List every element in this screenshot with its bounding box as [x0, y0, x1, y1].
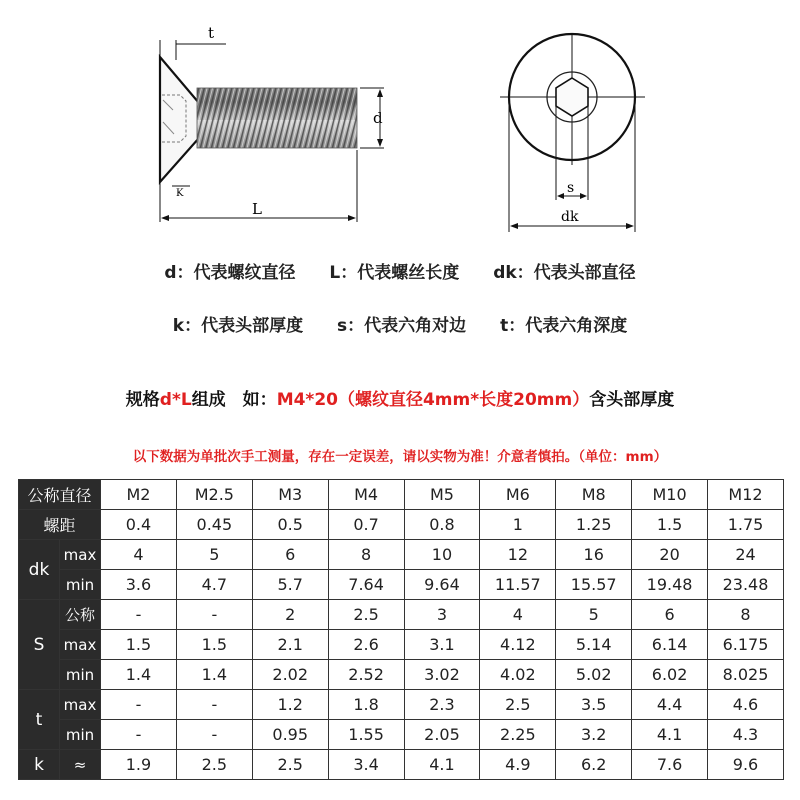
dk-cell: 11.57 [480, 570, 556, 600]
s-sub-label: max [60, 630, 101, 660]
s-cell: 1.4 [176, 660, 252, 690]
k-cell: 4.9 [480, 750, 556, 780]
s-cell: 8.025 [708, 660, 784, 690]
pitch-cell: 0.8 [404, 510, 480, 540]
dk-cell: 6 [252, 540, 328, 570]
spec-suffix: 含头部厚度 [589, 390, 675, 410]
k-cell: 2.5 [252, 750, 328, 780]
spec-dl: d*L [159, 390, 192, 410]
dk-cell: 12 [480, 540, 556, 570]
s-cell: - [101, 600, 177, 630]
legend-d: d：代表螺纹直径 [164, 263, 296, 283]
t-cell: 0.95 [252, 720, 328, 750]
dk-cell: 23.48 [708, 570, 784, 600]
s-cell: 3.1 [404, 630, 480, 660]
pitch-cell: 1 [480, 510, 556, 540]
measurement-note: 以下数据为单批次手工测量，存在一定误差，请以实物为准！介意者慎拍。（单位：mm） [132, 449, 668, 465]
dk-group-label: dk [19, 540, 60, 600]
s-cell: 3.02 [404, 660, 480, 690]
k-row [19, 750, 784, 780]
t-cell: 1.2 [252, 690, 328, 720]
t-cell: 2.5 [480, 690, 556, 720]
t-cell: - [101, 720, 177, 750]
dk-cell: 8 [328, 540, 404, 570]
t-cell: 4.3 [708, 720, 784, 750]
legend-s: s：代表六角对边 [337, 316, 467, 336]
dk-cell: 16 [556, 540, 632, 570]
pitch-cell: 0.5 [252, 510, 328, 540]
size-header: M4 [328, 480, 404, 510]
dk-row [19, 540, 784, 570]
spec-format-line [0, 385, 800, 410]
k-cell: 1.9 [101, 750, 177, 780]
dk-cell: 4 [101, 540, 177, 570]
hex-socket [556, 78, 588, 116]
s-sub-label: 公称 [60, 600, 101, 630]
t-cell: 3.2 [556, 720, 632, 750]
s-cell: 2 [252, 600, 328, 630]
s-cell: 4.12 [480, 630, 556, 660]
k-cell: 7.6 [632, 750, 708, 780]
k-cell: 2.5 [176, 750, 252, 780]
dk-cell: 9.64 [404, 570, 480, 600]
dim-l-label: L [252, 200, 262, 218]
top-view [500, 34, 645, 232]
t-cell: 4.1 [632, 720, 708, 750]
pitch-cell: 1.25 [556, 510, 632, 540]
t-sub-label: min [60, 720, 101, 750]
t-cell: 1.55 [328, 720, 404, 750]
dim-d-label: d [373, 109, 383, 127]
s-cell: 6.02 [632, 660, 708, 690]
pitch-cell: 1.5 [632, 510, 708, 540]
size-header: M3 [252, 480, 328, 510]
t-cell: 4.4 [632, 690, 708, 720]
s-row [19, 660, 784, 690]
pitch-label: 螺距 [19, 510, 101, 540]
s-cell: 2.6 [328, 630, 404, 660]
s-cell: 6.14 [632, 630, 708, 660]
dk-cell: 24 [708, 540, 784, 570]
s-cell: 4 [480, 600, 556, 630]
dk-sub-label: min [60, 570, 101, 600]
threaded-shaft [197, 88, 357, 148]
s-sub-label: min [60, 660, 101, 690]
pitch-row [19, 510, 784, 540]
screw-diagram [0, 0, 800, 240]
t-cell: - [176, 690, 252, 720]
s-cell: 1.5 [101, 630, 177, 660]
size-header: M8 [556, 480, 632, 510]
spec-prefix: 规格 [125, 390, 160, 410]
s-cell: 5.14 [556, 630, 632, 660]
dk-cell: 5.7 [252, 570, 328, 600]
s-cell: 5 [556, 600, 632, 630]
screw-head-shape [160, 57, 199, 182]
t-sub-label: max [60, 690, 101, 720]
k-cell: 9.6 [708, 750, 784, 780]
size-header: M2.5 [176, 480, 252, 510]
k-group-label: k [19, 750, 60, 780]
s-row [19, 600, 784, 630]
s-cell: - [176, 600, 252, 630]
legend-row-2 [0, 311, 800, 336]
dk-cell: 5 [176, 540, 252, 570]
legend-t: t：代表六角深度 [500, 316, 628, 336]
dk-cell: 15.57 [556, 570, 632, 600]
t-cell: 3.5 [556, 690, 632, 720]
size-header: M5 [404, 480, 480, 510]
size-header: M2 [101, 480, 177, 510]
side-view [160, 24, 384, 222]
s-cell: 2.02 [252, 660, 328, 690]
k-cell: 3.4 [328, 750, 404, 780]
s-row [19, 630, 784, 660]
pitch-cell: 1.75 [708, 510, 784, 540]
legend-dk: dk：代表头部直径 [493, 263, 636, 283]
pitch-cell: 0.45 [176, 510, 252, 540]
dk-cell: 10 [404, 540, 480, 570]
legend-l: L：代表螺丝长度 [329, 263, 460, 283]
s-cell: 3 [404, 600, 480, 630]
dim-k-label: K [176, 188, 184, 199]
size-header: M10 [632, 480, 708, 510]
dk-row [19, 570, 784, 600]
s-cell: 6.175 [708, 630, 784, 660]
t-cell: 4.6 [708, 690, 784, 720]
s-cell: 6 [632, 600, 708, 630]
k-cell: 6.2 [556, 750, 632, 780]
s-cell: 8 [708, 600, 784, 630]
dim-t-label: t [208, 24, 215, 42]
dk-sub-label: max [60, 540, 101, 570]
size-header: M12 [708, 480, 784, 510]
t-cell: 2.3 [404, 690, 480, 720]
t-row [19, 690, 784, 720]
legend-k: k：代表头部厚度 [172, 316, 304, 336]
spec-table [18, 479, 784, 780]
s-cell: 5.02 [556, 660, 632, 690]
legend-row-1 [0, 258, 800, 283]
dk-cell: 20 [632, 540, 708, 570]
pitch-cell: 0.7 [328, 510, 404, 540]
t-row [19, 720, 784, 750]
s-cell: 1.4 [101, 660, 177, 690]
t-group-label: t [19, 690, 60, 750]
table-header-row [19, 480, 784, 510]
k-sub-label: ≈ [60, 750, 101, 780]
t-cell: - [176, 720, 252, 750]
s-cell: 2.52 [328, 660, 404, 690]
size-header: M6 [480, 480, 556, 510]
dk-cell: 7.64 [328, 570, 404, 600]
s-cell: 4.02 [480, 660, 556, 690]
s-group-label: S [19, 600, 60, 690]
t-cell: 2.25 [480, 720, 556, 750]
s-cell: 2.1 [252, 630, 328, 660]
spec-mid: 组成 如： [191, 390, 277, 410]
t-cell: - [101, 690, 177, 720]
header-label: 公称直径 [19, 480, 101, 510]
t-cell: 1.8 [328, 690, 404, 720]
pitch-cell: 0.4 [101, 510, 177, 540]
s-cell: 2.5 [328, 600, 404, 630]
k-cell: 4.1 [404, 750, 480, 780]
dim-dk-label: dk [561, 209, 579, 225]
s-cell: 1.5 [176, 630, 252, 660]
spec-example: M4*20（螺纹直径4mm*长度20mm） [276, 390, 590, 410]
dk-cell: 4.7 [176, 570, 252, 600]
dim-s-label: s [567, 180, 575, 196]
dk-cell: 3.6 [101, 570, 177, 600]
t-cell: 2.05 [404, 720, 480, 750]
dk-cell: 19.48 [632, 570, 708, 600]
